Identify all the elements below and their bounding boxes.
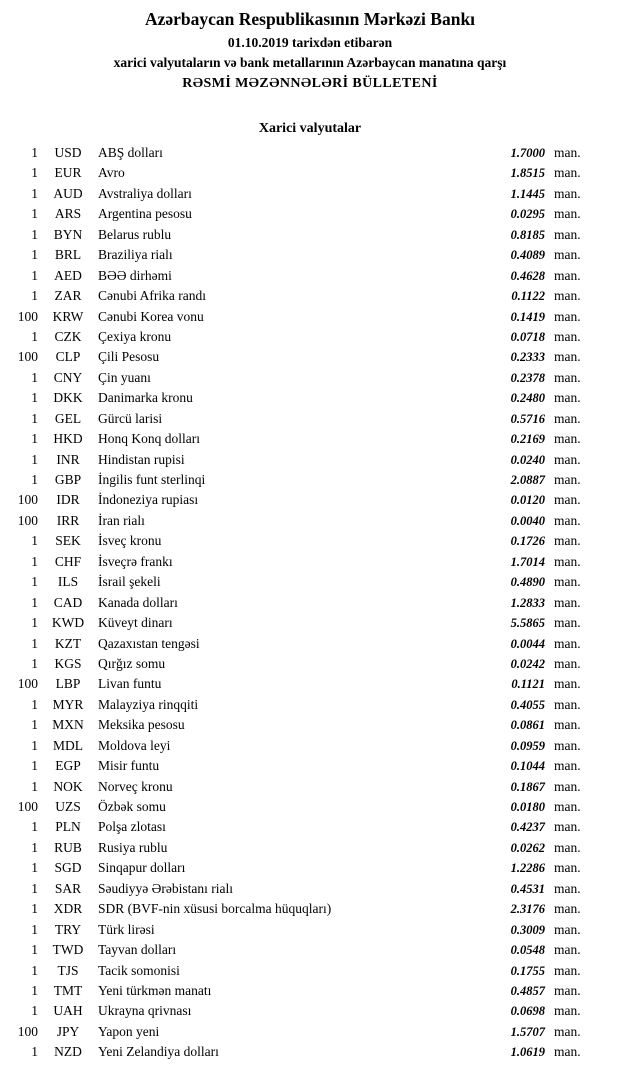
currency-unit: man. bbox=[554, 860, 581, 876]
currency-code: JPY bbox=[56, 1023, 80, 1039]
section-title-foreign-currencies: Xarici valyutalar bbox=[258, 121, 362, 136]
currency-rate: 1.7000 bbox=[510, 146, 545, 160]
currency-code: AUD bbox=[53, 185, 83, 201]
currency-row bbox=[0, 920, 620, 940]
currency-code: KRW bbox=[52, 308, 84, 324]
currency-name: Çexiya kronu bbox=[98, 328, 172, 344]
currency-quantity: 1 bbox=[31, 655, 38, 671]
currency-name: Cənubi Afrika randı bbox=[98, 288, 206, 304]
currency-quantity: 1 bbox=[31, 206, 38, 222]
currency-quantity: 1 bbox=[31, 962, 38, 978]
currency-code: CLP bbox=[55, 349, 81, 365]
currency-unit: man. bbox=[554, 267, 581, 283]
currency-name: SDR (BVF-nin xüsusi borcalma hüquqları) bbox=[98, 901, 332, 917]
currency-unit: man. bbox=[554, 431, 581, 447]
currency-quantity: 1 bbox=[31, 696, 38, 712]
currency-row bbox=[0, 961, 620, 981]
currency-rate: 0.0180 bbox=[510, 800, 545, 814]
currency-name: Səudiyyə Ərəbistanı rialı bbox=[98, 880, 233, 896]
currency-rate: 0.4089 bbox=[510, 248, 545, 263]
currency-name: Meksika pesosu bbox=[98, 717, 185, 733]
currency-unit: man. bbox=[554, 901, 581, 917]
currency-row bbox=[0, 879, 620, 899]
currency-code: KWD bbox=[51, 615, 85, 631]
currency-unit: man. bbox=[554, 880, 581, 896]
currency-rate: 0.4055 bbox=[510, 697, 545, 712]
currency-row bbox=[0, 634, 620, 654]
currency-unit: man. bbox=[554, 308, 581, 324]
currency-rate: 0.0718 bbox=[510, 329, 545, 344]
currency-code: MXN bbox=[52, 717, 84, 733]
currency-code: HKD bbox=[53, 431, 83, 447]
currency-code: GEL bbox=[54, 410, 82, 426]
currency-rate: 0.0861 bbox=[510, 718, 545, 733]
currency-row bbox=[0, 531, 620, 551]
currency-rate: 1.7014 bbox=[510, 554, 545, 569]
currency-unit: man. bbox=[554, 921, 581, 937]
currency-rate: 0.1419 bbox=[510, 309, 545, 324]
currency-rate: 1.0619 bbox=[510, 1045, 545, 1060]
currency-rate: 0.2169 bbox=[510, 432, 545, 447]
currency-rate: 0.1755 bbox=[510, 963, 545, 978]
currency-name: Çili Pesosu bbox=[98, 349, 160, 365]
currency-quantity: 1 bbox=[31, 635, 38, 651]
currency-quantity: 1 bbox=[31, 267, 38, 283]
currency-code: ARS bbox=[54, 206, 82, 222]
currency-code: GBP bbox=[54, 472, 82, 487]
currency-code: TWD bbox=[52, 942, 84, 958]
currency-unit: man. bbox=[554, 349, 581, 365]
currency-name: Polşa zlotası bbox=[98, 819, 166, 835]
currency-unit: man. bbox=[554, 553, 581, 569]
currency-code: INR bbox=[56, 451, 80, 467]
currency-unit: man. bbox=[554, 574, 581, 590]
currency-quantity: 1 bbox=[31, 819, 38, 835]
currency-name: Sinqapur dolları bbox=[98, 860, 186, 876]
currency-row bbox=[0, 225, 620, 245]
currency-quantity: 1 bbox=[31, 472, 38, 487]
currency-code: TMT bbox=[53, 982, 83, 998]
currency-name: Moldova leyi bbox=[98, 737, 171, 753]
currency-row bbox=[0, 490, 620, 510]
currency-rate: 1.1445 bbox=[510, 186, 545, 201]
currency-row bbox=[0, 674, 620, 694]
currency-row bbox=[0, 450, 620, 470]
currency-row bbox=[0, 266, 620, 286]
currency-row bbox=[0, 184, 620, 204]
currency-quantity: 1 bbox=[31, 328, 38, 344]
currency-quantity: 1 bbox=[31, 839, 38, 855]
currency-name: Argentina pesosu bbox=[98, 206, 192, 222]
currency-code: LBP bbox=[55, 676, 81, 692]
currency-rate: 0.0959 bbox=[510, 738, 545, 753]
currency-row bbox=[0, 940, 620, 960]
currency-name: Tayvan dolları bbox=[98, 942, 177, 958]
currency-quantity: 1 bbox=[31, 451, 38, 467]
currency-unit: man. bbox=[554, 1044, 581, 1060]
currency-code: XDR bbox=[53, 901, 83, 917]
currency-rate: 0.0044 bbox=[510, 636, 545, 651]
bulletin-title: RƏSMİ MƏZƏNNƏLƏRİ BÜLLETENİ bbox=[182, 76, 438, 91]
currency-name: Türk lirəsi bbox=[98, 921, 155, 937]
currency-rate: 0.0120 bbox=[510, 493, 545, 508]
currency-code: KZT bbox=[54, 635, 82, 651]
currency-unit: man. bbox=[554, 982, 581, 998]
currency-unit: man. bbox=[554, 799, 581, 814]
currency-unit: man. bbox=[554, 390, 581, 406]
currency-row bbox=[0, 204, 620, 224]
effective-date-line: 01.10.2019 tarixdən etibarən bbox=[227, 35, 393, 50]
currency-row bbox=[0, 409, 620, 429]
currency-unit: man. bbox=[554, 615, 581, 631]
currency-row bbox=[0, 327, 620, 347]
currency-unit: man. bbox=[554, 594, 581, 610]
currency-code: CHF bbox=[54, 553, 82, 569]
currency-rate: 2.3176 bbox=[510, 902, 545, 917]
currency-code: MDL bbox=[53, 737, 83, 753]
currency-name: Özbək somu bbox=[98, 799, 166, 814]
currency-row bbox=[0, 552, 620, 572]
currency-name: Yeni Zelandiya dolları bbox=[98, 1044, 219, 1060]
currency-code: UAH bbox=[53, 1003, 83, 1019]
currency-row bbox=[0, 736, 620, 756]
currency-quantity: 100 bbox=[17, 512, 38, 528]
currency-quantity: 1 bbox=[31, 1044, 38, 1060]
currency-row bbox=[0, 470, 620, 490]
currency-row bbox=[0, 838, 620, 858]
currency-name: Qazaxıstan tengəsi bbox=[98, 635, 200, 651]
currency-code: TRY bbox=[54, 921, 82, 937]
currency-unit: man. bbox=[554, 185, 581, 201]
currency-rate: 0.0548 bbox=[510, 943, 545, 958]
currency-row bbox=[0, 777, 620, 797]
currency-row bbox=[0, 695, 620, 715]
currency-name: Malayziya rinqqiti bbox=[98, 696, 199, 712]
currency-row bbox=[0, 245, 620, 265]
currency-unit: man. bbox=[554, 819, 581, 835]
currency-quantity: 1 bbox=[31, 553, 38, 569]
currency-code: EGP bbox=[55, 758, 81, 774]
currency-quantity: 1 bbox=[31, 860, 38, 876]
currency-row bbox=[0, 572, 620, 592]
currency-unit: man. bbox=[554, 206, 581, 222]
currency-rate: 0.2333 bbox=[510, 350, 545, 365]
currency-name: Norveç kronu bbox=[98, 778, 173, 794]
currency-name: Belarus rublu bbox=[98, 226, 172, 242]
currency-name: Avro bbox=[98, 165, 125, 181]
currency-quantity: 100 bbox=[17, 799, 38, 814]
currency-unit: man. bbox=[554, 165, 581, 181]
currency-name: Honq Konq dolları bbox=[98, 431, 200, 447]
currency-rate: 0.2378 bbox=[510, 370, 545, 385]
currency-name: Yapon yeni bbox=[98, 1023, 160, 1039]
bulletin-header bbox=[0, 0, 620, 95]
currency-name: Braziliya rialı bbox=[98, 247, 173, 263]
currency-row bbox=[0, 593, 620, 613]
currency-row bbox=[0, 429, 620, 449]
currency-unit: man. bbox=[554, 492, 581, 508]
currency-code: ZAR bbox=[54, 288, 82, 304]
currency-row bbox=[0, 654, 620, 674]
currency-quantity: 1 bbox=[31, 758, 38, 774]
currency-rate: 0.0240 bbox=[510, 452, 545, 467]
currency-row bbox=[0, 163, 620, 183]
currency-row bbox=[0, 1022, 620, 1042]
currency-code: USD bbox=[54, 145, 82, 160]
currency-unit: man. bbox=[554, 839, 581, 855]
currency-name: İran rialı bbox=[98, 512, 145, 528]
currency-code: TJS bbox=[57, 962, 79, 978]
currency-quantity: 100 bbox=[17, 492, 38, 508]
currency-name: Yeni türkmən manatı bbox=[98, 982, 212, 998]
currency-rate: 0.4890 bbox=[510, 575, 545, 590]
currency-row bbox=[0, 715, 620, 735]
currency-code: IDR bbox=[56, 492, 80, 508]
currency-quantity: 1 bbox=[31, 226, 38, 242]
currency-row bbox=[0, 756, 620, 776]
currency-row bbox=[0, 858, 620, 878]
currency-rate: 2.0887 bbox=[510, 473, 545, 487]
currency-unit: man. bbox=[554, 451, 581, 467]
currency-rate: 0.4237 bbox=[510, 820, 545, 835]
currency-quantity: 1 bbox=[31, 431, 38, 447]
currency-quantity: 100 bbox=[17, 676, 38, 692]
currency-quantity: 1 bbox=[31, 145, 38, 160]
currency-unit: man. bbox=[554, 962, 581, 978]
currency-unit: man. bbox=[554, 410, 581, 426]
currency-quantity: 1 bbox=[31, 778, 38, 794]
currency-rate: 0.3009 bbox=[510, 922, 545, 937]
currency-code: EUR bbox=[54, 165, 82, 181]
currency-code: UZS bbox=[55, 799, 81, 814]
currency-unit: man. bbox=[554, 758, 581, 774]
currency-unit: man. bbox=[554, 226, 581, 242]
currency-quantity: 1 bbox=[31, 185, 38, 201]
currency-name: BƏƏ dirhəmi bbox=[98, 267, 172, 283]
currency-quantity: 1 bbox=[31, 594, 38, 610]
currency-quantity: 1 bbox=[31, 247, 38, 263]
currency-quantity: 100 bbox=[17, 1023, 38, 1039]
currency-rate: 5.5865 bbox=[510, 616, 545, 631]
currency-rate: 1.8515 bbox=[510, 166, 545, 181]
currency-code: NZD bbox=[54, 1044, 82, 1060]
currency-row bbox=[0, 899, 620, 919]
currency-code: AED bbox=[54, 267, 82, 283]
currency-rate: 0.1044 bbox=[510, 759, 545, 774]
currency-name: Misir funtu bbox=[98, 758, 160, 774]
currency-rate: 0.2480 bbox=[510, 391, 545, 406]
currency-quantity: 1 bbox=[31, 737, 38, 753]
currency-row bbox=[0, 797, 620, 817]
currency-quantity: 1 bbox=[31, 880, 38, 896]
currency-rate: 0.1867 bbox=[510, 779, 545, 794]
currency-rate: 0.0698 bbox=[510, 1004, 545, 1019]
currency-rate: 0.0262 bbox=[510, 840, 545, 855]
currency-quantity: 1 bbox=[31, 410, 38, 426]
currency-quantity: 1 bbox=[31, 574, 38, 590]
currency-code: ILS bbox=[57, 574, 79, 590]
currency-code: CZK bbox=[54, 328, 82, 344]
currency-row bbox=[0, 307, 620, 327]
currency-code: DKK bbox=[53, 390, 83, 406]
currency-row bbox=[0, 511, 620, 531]
currency-code: CAD bbox=[53, 594, 83, 610]
currency-name: Cənubi Korea vonu bbox=[98, 308, 204, 324]
currency-name: Tacik somonisi bbox=[98, 962, 180, 978]
currency-row bbox=[0, 817, 620, 837]
currency-name: ABŞ dolları bbox=[98, 145, 163, 160]
currency-unit: man. bbox=[554, 533, 581, 549]
currency-rate: 1.5707 bbox=[510, 1024, 545, 1039]
currency-rate: 0.4531 bbox=[510, 881, 545, 896]
currency-quantity: 1 bbox=[31, 921, 38, 937]
currency-code: KGS bbox=[54, 655, 82, 671]
currency-name: Avstraliya dolları bbox=[98, 185, 192, 201]
currency-quantity: 1 bbox=[31, 982, 38, 998]
currency-quantity: 100 bbox=[17, 308, 38, 324]
currency-quantity: 100 bbox=[17, 349, 38, 365]
currency-name: Ukrayna qrivnası bbox=[98, 1003, 192, 1019]
currency-unit: man. bbox=[554, 778, 581, 794]
currency-name: Rusiya rublu bbox=[98, 839, 168, 855]
currency-unit: man. bbox=[554, 512, 581, 528]
currency-rate: 0.5716 bbox=[510, 411, 545, 426]
currency-row bbox=[0, 1042, 620, 1062]
currency-code: PLN bbox=[55, 819, 81, 835]
currency-code: SAR bbox=[54, 880, 82, 896]
currency-quantity: 1 bbox=[31, 533, 38, 549]
currency-rate: 0.1726 bbox=[510, 534, 545, 549]
currency-unit: man. bbox=[554, 676, 581, 692]
currency-rate: 0.4628 bbox=[510, 268, 545, 283]
currency-name: İsrail şekeli bbox=[98, 574, 161, 590]
currency-rate: 1.2833 bbox=[510, 595, 545, 610]
currency-rate-table bbox=[0, 143, 620, 1063]
currency-row bbox=[0, 286, 620, 306]
currency-unit: man. bbox=[554, 1003, 581, 1019]
currency-name: Livan funtu bbox=[98, 676, 162, 692]
currency-name: İngilis funt sterlinqi bbox=[98, 472, 206, 487]
currency-row bbox=[0, 388, 620, 408]
currency-unit: man. bbox=[554, 1023, 581, 1039]
currency-name: İndoneziya rupiası bbox=[98, 492, 199, 508]
currency-quantity: 1 bbox=[31, 901, 38, 917]
currency-row bbox=[0, 981, 620, 1001]
currency-rate: 0.0295 bbox=[510, 207, 545, 222]
currency-quantity: 1 bbox=[31, 1003, 38, 1019]
currency-rate: 0.4857 bbox=[510, 983, 545, 998]
currency-name: Danimarka kronu bbox=[98, 390, 193, 406]
currency-row bbox=[0, 613, 620, 633]
currency-unit: man. bbox=[554, 369, 581, 385]
currency-rate: 0.8185 bbox=[510, 227, 545, 242]
currency-rate: 1.2286 bbox=[510, 861, 545, 876]
currency-row bbox=[0, 347, 620, 367]
currency-unit: man. bbox=[554, 696, 581, 712]
currency-unit: man. bbox=[554, 247, 581, 263]
currency-unit: man. bbox=[554, 328, 581, 344]
currency-rate: 0.0242 bbox=[510, 656, 545, 671]
currency-row bbox=[0, 1001, 620, 1021]
currency-rate: 0.1121 bbox=[511, 677, 545, 692]
currency-code: SEK bbox=[55, 533, 81, 549]
currency-unit: man. bbox=[554, 737, 581, 753]
currency-quantity: 1 bbox=[31, 390, 38, 406]
currency-rate: 0.1122 bbox=[511, 289, 545, 304]
currency-code: BYN bbox=[53, 226, 83, 242]
currency-code: RUB bbox=[54, 839, 82, 855]
currency-unit: man. bbox=[554, 942, 581, 958]
currency-code: NOK bbox=[53, 778, 83, 794]
currency-name: Hindistan rupisi bbox=[98, 451, 185, 467]
bulletin-subtitle: xarici valyutaların və bank metallarının Azərbaycan manatına qarşı bbox=[113, 55, 507, 70]
currency-code: BRL bbox=[54, 247, 82, 263]
currency-code: SGD bbox=[54, 860, 82, 876]
currency-unit: man. bbox=[554, 655, 581, 671]
currency-code: MYR bbox=[52, 696, 84, 712]
currency-rate: 0.0040 bbox=[510, 513, 545, 528]
currency-name: Kanada dolları bbox=[98, 594, 178, 610]
currency-unit: man. bbox=[554, 145, 581, 160]
currency-name: İsveç kronu bbox=[98, 533, 162, 549]
currency-quantity: 1 bbox=[31, 717, 38, 733]
currency-name: Çin yuanı bbox=[98, 369, 151, 385]
bank-title: Azərbaycan Respublikasının Mərkəzi Bankı bbox=[144, 9, 476, 29]
currency-unit: man. bbox=[554, 635, 581, 651]
currency-name: Gürcü larisi bbox=[98, 410, 163, 426]
currency-code: IRR bbox=[56, 512, 80, 528]
currency-quantity: 1 bbox=[31, 288, 38, 304]
currency-unit: man. bbox=[554, 288, 581, 304]
currency-name: Qırğız somu bbox=[98, 655, 166, 671]
currency-row bbox=[0, 143, 620, 163]
currency-row bbox=[0, 368, 620, 388]
currency-unit: man. bbox=[554, 472, 581, 487]
currency-quantity: 1 bbox=[31, 615, 38, 631]
currency-code: CNY bbox=[53, 369, 83, 385]
currency-name: İsveçrə frankı bbox=[98, 553, 173, 569]
currency-name: Küveyt dinarı bbox=[98, 615, 173, 631]
currency-quantity: 1 bbox=[31, 165, 38, 181]
currency-unit: man. bbox=[554, 717, 581, 733]
currency-quantity: 1 bbox=[31, 942, 38, 958]
currency-quantity: 1 bbox=[31, 369, 38, 385]
